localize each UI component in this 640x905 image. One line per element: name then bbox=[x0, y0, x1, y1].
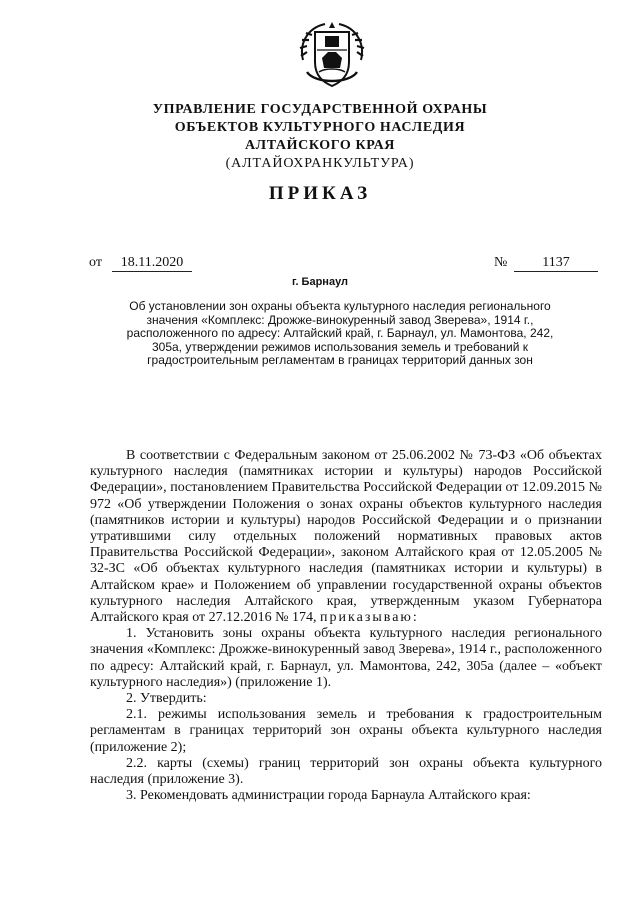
agency-name-line-2: ОБЪЕКТОВ КУЛЬТУРНОГО НАСЛЕДИЯ bbox=[174, 120, 466, 135]
document-body bbox=[90, 448, 602, 804]
document-date: 18.11.2020 bbox=[112, 255, 192, 272]
coat-of-arms-emblem bbox=[295, 20, 369, 90]
preamble-text: В соответствии с Федеральным законом от 25.06.2002 № 73-ФЗ «Об объектах культурного наследия (памятниках истории и культуры) народов Российской Федерации», постановлением Правительства Российской Федерации от 12.09.2015 № 972 «Об утверждении Положения о зонах охраны объектов культурного наследия (памятников истории и культуры) народов Российской Федерации и о признании утратившими силу отдельных положений нормативных правовых актов Правительства Российской Федерации», законом Алтайского края от 12.05.2005 № 32-ЗС «Об объектах культурного наследия (памятниках истории и культуры) в Алтайском крае» и Положением об управлении государственной охраны объектов культурного наследия Алтайского края, утвержденным указом Губернатора Алтайского края от 27.12.2016 № 174, bbox=[90, 448, 602, 626]
agency-name-line-3: АЛТАЙСКОГО КРАЯ bbox=[244, 138, 396, 153]
document-subject: Об установлении зон охраны объекта культурного наследия регионального значения «Комплекс: Дрожже-винокуренный завод Зверева», 1914 г., расположенного по адресу: Алтайский край, г. Барнаул, ул. Мамонтова, 242, 305а, утверждении режимов использования земель и требований к градостроительным регламентам в границах территорий данных зон bbox=[126, 299, 554, 368]
clause-2-1: 2.1. режимы использования земель и требования к градостроительным регламентам в границах территорий зон охраны объекта культурного наследия (приложение 2); bbox=[90, 707, 602, 755]
clause-1: 1. Установить зоны охраны объекта культурного наследия регионального значения «Комплекс: Дрожже-винокуренный завод Зверева», 1914 г., расположенного по адресу: Алтайский край, г. Барнаул, ул. Мамонтова, 242, 305а (далее – «объект культурного наследия») (приложение 1). bbox=[90, 626, 602, 690]
number-prefix: № bbox=[494, 255, 508, 270]
agency-short-name: (АЛТАЙОХРАНКУЛЬТУРА) bbox=[225, 156, 415, 171]
clause-2: 2. Утвердить: bbox=[126, 691, 207, 707]
order-word: приказываю: bbox=[320, 610, 419, 626]
clause-2-2: 2.2. карты (схемы) границ территорий зон охраны объекта культурного наследия (приложение 3). bbox=[90, 755, 602, 788]
preamble-paragraph bbox=[90, 448, 602, 626]
date-prefix: от bbox=[89, 255, 102, 270]
document-number: 1137 bbox=[514, 255, 598, 272]
document-title: ПРИКАЗ bbox=[268, 183, 372, 204]
agency-name-line-1: УПРАВЛЕНИЕ ГОСУДАРСТВЕННОЙ ОХРАНЫ bbox=[152, 102, 488, 117]
clause-3: 3. Рекомендовать администрации города Барнаула Алтайского края: bbox=[126, 788, 531, 804]
city-line: г. Барнаул bbox=[291, 276, 349, 288]
